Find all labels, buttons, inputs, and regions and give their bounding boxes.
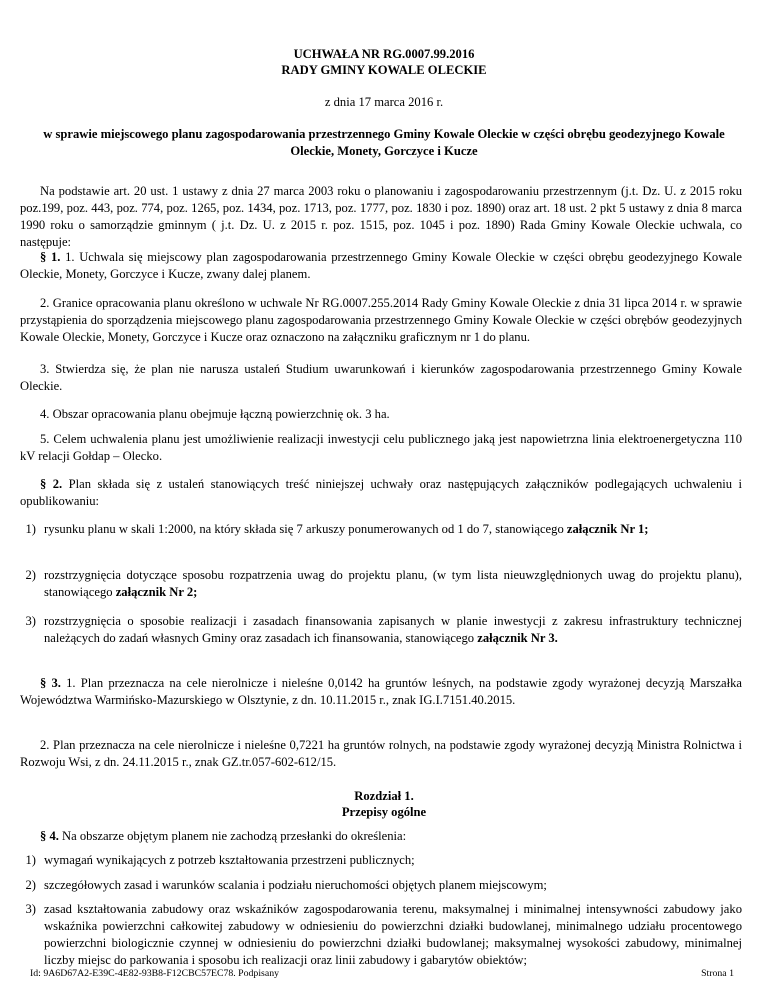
section-4-item-1: 1) wymagań wynikających z potrzeb kształtowania przestrzeni publicznych; [25,853,415,867]
section-1-para-4: 4. Obszar opracowania planu obejmuje łączną powierzchnię ok. 3 ha. [40,407,390,421]
page-number: Strona 1 [701,968,734,979]
resolution-subject: w sprawie miejscowego planu zagospodarowania przestrzennego Gminy Kowale Oleckie w części obrębu geodezyjnego Kowale Oleckie, Monety, Gorczyce i Kucze [43,127,725,158]
section-1-para-1: § 1. 1. Uchwala się miejscowy plan zagospodarowania przestrzennego Gminy Kowale Oleckie w części obrębu geodezyjnego Kowale Oleckie, Monety, Gorczyce i Kucze, zwany dalej planem. [20,250,743,281]
document-id-footer: Id: 9A6D67A2-E39C-4E82-93B8-F12CBC57EC78. Podpisany [30,968,280,979]
chapter-title: Rozdział 1. [354,789,414,803]
section-1-para-5: 5. Celem uchwalenia planu jest umożliwienie realizacji inwestycji celu publicznego jaką jest napowietrzna linia elektroenergetyczna 110 kV relacji Gołdap – Olecko. [20,432,742,463]
section-2-item-2: 2) rozstrzygnięcia dotyczące sposobu rozpatrzenia uwag do projektu planu, (w tym lista nieuwzględnionych uwag do projektu planu), stanowiącego załącznik Nr 2; [25,568,742,599]
section-1-para-2: 2. Granice opracowania planu określono w uchwale Nr RG.0007.255.2014 Rady Gminy Kowale Oleckie z dnia 31 lipca 2014 r. w sprawie przystąpienia do sporządzenia miejscowego planu zagospodarowania przestrzennego Gminy Kowale Oleckie w części obrębów geodezyjnych Kowale Oleckie, Monety, Gorczyce i Kucze oraz oznaczono na załączniku graficznym nr 1 do planu. [20,296,742,344]
section-4-intro: § 4. Na obszarze objętym planem nie zachodzą przesłanki do określenia: [40,829,407,843]
section-3-label: § 3. [40,676,61,690]
section-1-para-3: 3. Stwierdza się, że plan nie narusza ustaleń Studium uwarunkowań i kierunków zagospodarowania przestrzennego Gminy Kowale Oleckie. [20,362,742,393]
section-2-item-3: 3) rozstrzygnięcia o sposobie realizacji i zasadach finansowania zapisanych w planie inwestycji z zakresu infrastruktury technicznej należących do zadań własnych Gminy oraz zasadach ich finansowania, stanowiącego załącznik Nr 3. [25,614,742,645]
section-4-label: § 4. [40,829,59,843]
section-4-item-3: 3) zasad kształtowania zabudowy oraz wskaźników zagospodarowania terenu, maksymalnej i minimalnej intensywności zabudowy jako wskaźnika powierzchni całkowitej zabudowy w odniesieniu do powierzchni działki budowlanej, minimalnego udziału procentowego powierzchni biologicznie czynnej w odniesieniu do powierzchni działki budowlanej; maksymalnej wysokości zabudowy, minimalnej liczby miejsc do parkowania i sposobu ich realizacji oraz linii zabudowy i gabarytów obiektów; [25,902,742,967]
preamble: Na podstawie art. 20 ust. 1 ustawy z dnia 27 marca 2003 roku o planowaniu i zagospodarowaniu przestrzennym (j.t. Dz. U. z 2015 roku poz.199, poz. 443, poz. 774, poz. 1265, poz. 1434, poz. 1713, poz. 1777, poz. 1830 i poz. 1890) oraz art. 18 ust. 2 pkt 5 ustawy z dnia 8 marca 1990 roku o samorządzie gminnym ( j.t. Dz. U. z 2015 r. poz. 1515, poz. 1045 i poz. 1890) Rada Gminy Kowale Oleckie uchwala, co następuje: [20,184,742,249]
section-1-label: § 1. [40,250,61,264]
section-3-para-2: 2. Plan przeznacza na cele nierolnicze i nieleśne 0,7221 ha gruntów rolnych, na podstawie zgody wyrażonej decyzją Ministra Rolnictwa i Rozwoju Wsi, z dn. 24.11.2015 r., znak GZ.tr.057-602-612/15. [20,738,742,769]
resolution-date: z dnia 17 marca 2016 r. [324,95,444,109]
section-2-item-1: 1) rysunku planu w skali 1:2000, na który składa się 7 arkuszy ponumerowanych od 1 do 7, stanowiącego załącznik Nr 1; [25,522,649,536]
section-2-intro: § 2. Plan składa się z ustaleń stanowiących treść niniejszej uchwały oraz następujących załączników podlegających uchwaleniu i opublikowaniu: [20,477,742,508]
section-2-label: § 2. [40,477,63,491]
section-3-para-1: § 3. 1. Plan przeznacza na cele nierolnicze i nieleśne 0,0142 ha gruntów leśnych, na podstawie zgody wyrażonej decyzją Marszałka Województwa Warmińsko-Mazurskiego w Olsztynie, z dn. 10.11.2015 r., znak IG.I.7151.40.2015. [20,676,743,707]
council-name: RADY GMINY KOWALE OLECKIE [281,63,487,77]
resolution-number: UCHWAŁA NR RG.0007.99.2016 [293,47,475,61]
section-4-item-2: 2) szczegółowych zasad i warunków scalania i podziału nieruchomości objętych planem miejscowym; [25,878,547,892]
chapter-subtitle: Przepisy ogólne [341,805,427,819]
